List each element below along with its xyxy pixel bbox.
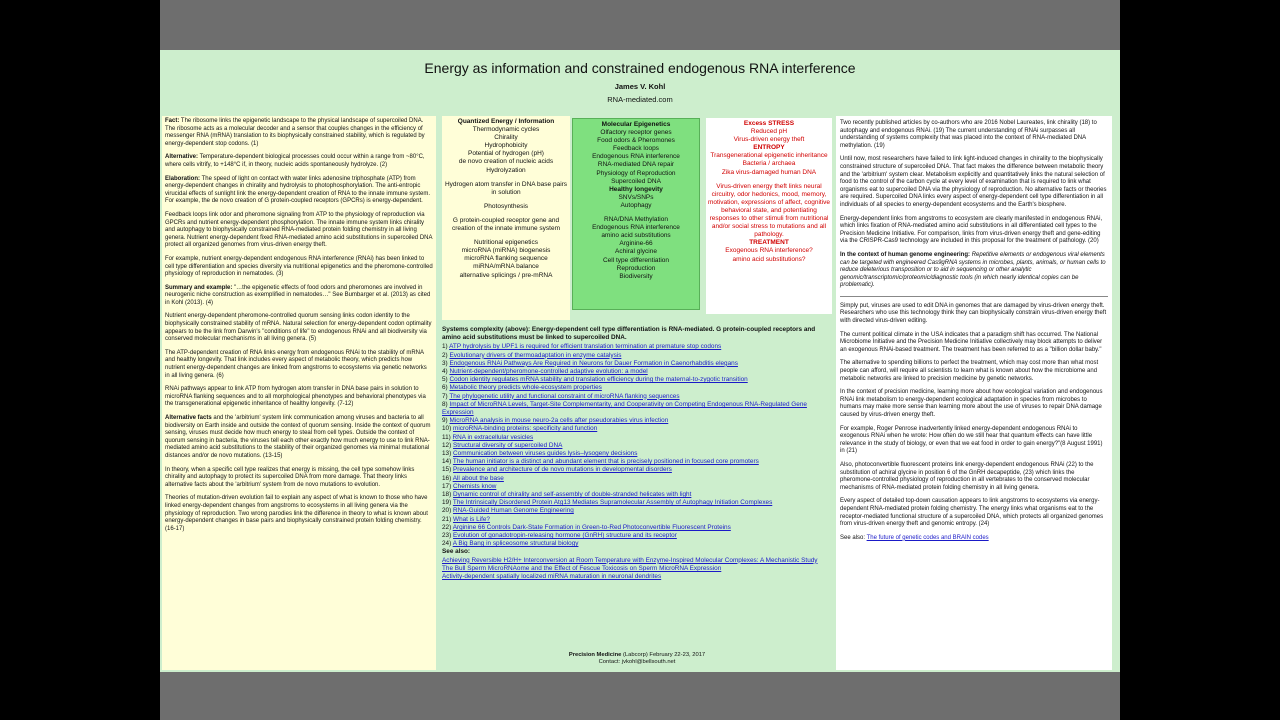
treatment-line: amino acid substitutions? [732, 255, 806, 263]
reference-item [442, 417, 832, 425]
quantized-line: microRNA flanking sequence [464, 255, 548, 263]
epigenetics-line: Olfactory receptor genes [600, 129, 672, 137]
right-paragraph: The alternative to spending billions to perfect the treatment, which may cost more than what most people can afford, will require all scientists to learn what is known about how the microbiome and metabolic networks are linked to precision medicine by genetic networks. [840, 360, 1099, 382]
reference-item [442, 540, 832, 548]
entropy-box-title: ENTROPY [753, 144, 785, 152]
reference-number: 14) [442, 458, 452, 466]
left-paragraph: Alternative facts and the 'arbitrium' system link communication among viruses and bacteria to all biodiversity on Earth inside and outside the context of quorum sensing. Inside the context of quorum sensing, viruses must decide how much energy to steal from cell types. Outside the context of quorum sensing in bacteria, the viruses tell each other exactly how much energy to use to link RNA-mediated amino acid substitutions to the stability of their organized genomes via minimal mutational distances and/or de novo mutations. (13-15) [165, 415, 431, 459]
epigenetics-box-title: Molecular Epigenetics [601, 121, 671, 128]
reference-number: 3) [442, 359, 448, 367]
right-paragraph: Simply put, viruses are used to edit DNA in genomes that are damaged by virus-driven energy theft. Researchers who use this technology think they can biophysically constrain virus-driven energy theft with directed virus-driven editing. [840, 302, 1107, 325]
reference-link[interactable]: Arginine 66 Controls Dark-State Formation in Green-to-Red Photoconvertible Fluorescent Proteins [452, 523, 731, 531]
right-see-also: See also: The future of genetic codes and BRAIN codes [840, 534, 989, 541]
reference-link[interactable]: Endogenous RNAi Pathways Are Required in Neurons for Dauer Formation in Caenorhabditis elegans [449, 359, 738, 367]
reference-item [442, 352, 832, 360]
reference-item [442, 466, 832, 474]
left-paragraph: Theories of mutation-driven evolution fail to explain any aspect of what is known to those who have linked energy-dependent changes from angstroms to ecosystems in all living genera via the physiology of reproduction. Two wrong parodies link the difference in theory to what is known about energy-dependent changes in base pairs and biophysically constrained protein folding chemistry. (16-17) [165, 495, 428, 532]
reference-item [442, 483, 832, 491]
reference-item [442, 532, 832, 540]
stress-line: Virus-driven energy theft [733, 136, 805, 144]
epigenetics-line: Food odors & Pheromones [597, 137, 675, 145]
reference-link[interactable]: The Intrinsically Disordered Protein Atg13 Mediates Supramolecular Assembly of Autophagy Initiation Complexes [452, 499, 773, 507]
treatment-line: Exogenous RNA interference? [725, 247, 813, 255]
reference-link[interactable]: Communication between viruses guides lysis–lysogeny decisions [453, 450, 638, 458]
reference-number: 4) [442, 368, 448, 376]
entropy-line: Zika virus-damaged human DNA [721, 168, 817, 176]
reference-link[interactable]: MicroRNA analysis in mouse neuro-2a cells after pseudorabies virus infection [449, 417, 669, 425]
right-context-paragraph: In the context of human genome engineering: Repetitive elements or endogenous viral elements can be targeted with engineered Cas9gRNA systems in microbes, plants, animals, or human cells to reduce deleterious transposition or to aid in sequencing or other analytic genomic/transcriptomic/proteomic/diagnostic tools (in which nearly identical copies can be problematic). [840, 251, 1106, 289]
slide-frame [160, 0, 1120, 720]
reference-number: 15) [442, 466, 452, 474]
stress-box-lines [708, 128, 830, 144]
reference-link[interactable]: Structural diversity of supercoiled DNA [453, 441, 563, 449]
stress-box-title: Excess STRESS [743, 120, 795, 127]
epigenetics-line: Arginine-66 [619, 240, 653, 248]
quantized-line: Hydrophobicity [484, 142, 528, 150]
reference-link[interactable]: RNA-Guided Human Genome Engineering [453, 507, 574, 515]
reference-item [442, 450, 832, 458]
right-paragraph: In the context of precision medicine, learning more about how ecological variation and endogenous RNAi link metabolism to energy-dependent ecological adaptation in species from microbes to humans may make more sense than learning more about the use of viruses to repair DNA damage caused by virus-driven energy theft. [840, 389, 1103, 418]
systems-complexity-section [442, 326, 832, 646]
reference-number: 21) [442, 515, 452, 523]
see-also-list [442, 557, 832, 582]
reference-number: 22) [442, 523, 452, 531]
reference-item [442, 434, 832, 442]
molecular-epigenetics-box [572, 118, 700, 310]
reference-number: 11) [442, 433, 451, 441]
epigenetics-line: Reproduction [616, 264, 656, 272]
stress-line: Reduced pH [750, 128, 788, 136]
quantized-line: de novo creation of nucleic acids [458, 158, 554, 166]
reference-link[interactable]: ATP hydrolysis by UPF1 is required for efficient translation termination at premature stop codons [449, 343, 722, 351]
reference-link[interactable]: Nutrient-dependent/pheromone-controlled adaptive evolution: a model [449, 368, 648, 376]
epigenetics-line: Physiology of Reproduction [596, 169, 676, 177]
see-also-link[interactable]: Activity-dependent spatially localized miRNA maturation in neuronal dendrites [442, 573, 662, 581]
reference-item [442, 475, 832, 483]
quantized-line: Nutritional epigenetics [474, 239, 538, 247]
reference-item [442, 368, 832, 376]
epigenetics-line: RNA/DNA Methylation [604, 216, 668, 224]
left-paragraph: The ATP-dependent creation of RNA links energy from endogenous RNAi to the stability of mRNA and healthy longevity. That link includes every aspect of metabolic theory, which predicts how nutrient energy-dependent changes are linked from angstroms to ecosystems via genetic networks in all living genera. (6) [165, 349, 427, 379]
reference-number: 20) [442, 507, 452, 515]
treatment-box-lines [708, 247, 830, 263]
footer-event: Precision Medicine (Labcorp) February 22-23, 2017 [568, 652, 706, 658]
quantized-line: Chirality [494, 134, 518, 142]
reference-item [442, 507, 832, 515]
right-paragraph: Energy-dependent links from angstroms to ecosystem are clearly manifested in endogenous RNAi, which links fixation of RNA-mediated amino acid substitutions in all differentiated cell types to the Precision Medicine Initiative. For comparison, links from virus-driven energy theft and gene-editing via the CRISPR-Cas9 technology are included in this proposal for the treatment of pathology. (20) [840, 215, 1103, 245]
footer-contact: Contact: jvkohl@bellsouth.net [598, 659, 676, 665]
epigenetics-line: Achiral glycine [615, 248, 657, 256]
reference-number: 12) [442, 441, 452, 449]
epigenetics-line: Endogenous RNA interference [592, 153, 680, 161]
poster-title: Energy as information and constrained endogenous RNA interference [424, 60, 856, 76]
epigenetics-box-lines [575, 129, 697, 186]
quantized-box-title: Quantized Energy / Information [457, 118, 555, 125]
quantized-line: Photosynthesis [483, 202, 529, 210]
reference-link[interactable]: Impact of MicroRNA Levels, Target-Site Complementarity, and Cooperativity on Competing Endogenous RNA-Regulated Gene Expression [442, 400, 807, 417]
poster-site: RNA-mediated.com [607, 95, 673, 104]
epigenetics-line: RNA-mediated DNA repair [597, 161, 675, 169]
reference-link[interactable]: The human initiator is a distinct and abundant element that is precisely positioned in focused core promoters [452, 458, 759, 466]
top-letterbox-bar [160, 0, 1120, 50]
entropy-line: Transgenerational epigenetic inheritance [710, 152, 828, 160]
reference-link[interactable]: Codon identity regulates mRNA stability and translation efficiency during the maternal-to-zygotic transition [449, 376, 748, 384]
reference-number: 23) [442, 532, 452, 540]
future-genetic-codes-link[interactable]: The future of genetic codes and BRAIN codes [866, 534, 989, 541]
left-paragraph: Alternative: Temperature-dependent biological processes could occur within a range from ~80°C, where cells vitrify, to +148°C if, in theory, nucleic acids spontaneously hydrolyze. (2) [165, 154, 425, 168]
reference-item [442, 524, 832, 532]
reference-link[interactable]: microRNA-binding proteins: specificity and function [453, 425, 598, 433]
reference-item [442, 393, 832, 401]
reference-link[interactable]: Metabolic theory predicts whole-ecosystem properties [449, 384, 602, 392]
treatment-box-title: TREATMENT [749, 239, 789, 247]
reference-list [442, 343, 832, 548]
epigenetics-line: Feedback loops [613, 145, 659, 153]
stress-entropy-box [706, 118, 832, 314]
reference-item [442, 360, 832, 368]
quantized-box-lines [444, 126, 568, 280]
epigenetics-line: Autophagy [620, 201, 652, 209]
left-paragraph: Summary and example: "…the epigenetic effects of food odors and pheromones are involved in neurogenic niche construction as exemplified in nematodes…" See Bumbarger et al. (2013) as cited in Kohl (2013). (4) [165, 284, 431, 306]
reference-item [442, 499, 832, 507]
reference-number: 6) [442, 384, 448, 392]
reference-item [442, 442, 832, 450]
quantized-energy-box [442, 116, 570, 320]
poster [160, 50, 1120, 672]
reference-link[interactable]: Chemists know [453, 482, 497, 490]
reference-number: 10) [442, 425, 452, 433]
quantized-line: Hydrolyzation [486, 166, 526, 174]
reference-number: 9) [442, 417, 448, 425]
reference-link[interactable]: The phylogenetic utility and functional constraint of microRNA flanking sequences [449, 392, 680, 400]
see-also-link[interactable]: The Bull Sperm MicroRNAome and the Effect of Fescue Toxicosis on Sperm MicroRNA Expression [442, 564, 722, 572]
reference-link[interactable]: What is Life? [453, 515, 490, 523]
reference-link[interactable]: RNA in extracellular vesicles [452, 433, 534, 441]
right-paragraphs-2 [840, 303, 1108, 529]
reference-item [442, 458, 832, 466]
right-paragraph: Until now, most researchers have failed to link light-induced changes in chirality to the biophysically constrained structure of supercoiled DNA. That fact makes the difference between metabolic theory and the 'arbitrium' system clear. Metabolism explicitly and quantitatively links the natural selection of food to the control of the carbon cycle at every level of examination that is required to link what organisms eat to supercoiled DNA via the physiology of reproduction. No alternative facts or theories are required. Supercoiled DNA links every aspect of energy-dependent cell type differentiation in all individuals of all species to energy-dependent ecosystems and the Earth's biosphere. [840, 156, 1107, 208]
reference-number: 7) [442, 392, 448, 400]
epigenetics-line: Biodiversity [619, 272, 653, 280]
quantized-line: G protein-coupled receptor gene and creation of the innate immune system [451, 216, 561, 233]
reference-link[interactable]: Evolutionary drivers of thermoadaptation in enzyme catalysis [449, 351, 622, 359]
poster-author: James V. Kohl [614, 82, 666, 91]
left-column [162, 116, 436, 670]
reference-link[interactable]: Dynamic control of chirality and self-assembly of double-stranded helicates with light [453, 491, 692, 499]
epigenetics-box-subtitle: Healthy longevity [609, 185, 663, 193]
bottom-letterbox-bar [160, 672, 1120, 720]
see-also-link[interactable]: Achieving Reversible H2/H+ Interconversion at Room Temperature with Enzyme-Inspired Molecular Complexes: A Mechanistic Study [442, 556, 818, 564]
right-paragraph: Two recently published articles by co-authors who are 2016 Nobel Laureates, link chirality (18) to autophagy and endogenous RNAi. (19) The current understanding of RNAi surpasses all understanding of systems complexity that was placed into the context of RNA-mediated DNA methylation. (19) [840, 120, 1097, 149]
quantized-line: Potential of hydrogen (pH) [468, 150, 544, 158]
left-paragraph: Fact: The ribosome links the epigenetic landscape to the physical landscape of supercoiled DNA. The ribosome acts as a molecular decoder and a sensor that couples changes in the efficiency of messenger RNA (mRNA) translation to its biophysically constrained stability, which is regulated by energy-dependent stop codons. (1) [165, 118, 425, 147]
epigenetics-line: SNVs/SNPs [618, 193, 654, 201]
right-paragraphs [840, 120, 1108, 246]
reference-link[interactable]: A Big Bang in spliceosome structural biology [452, 540, 579, 548]
reference-number: 19) [442, 499, 452, 507]
left-paragraph: For example, nutrient energy-dependent endogenous RNA interference (RNAi) has been linked to cell type differentiation and species diversity via nutritional epigenetics and the pheromone-controlled physiology of reproduction in nematodes. (3) [165, 255, 433, 278]
epigenetics-line: Cell type differentiation [602, 256, 669, 264]
poster-footer [442, 652, 832, 666]
right-paragraph: The current political climate in the USA indicates that a paradigm shift has occurred. The National Microbiome Initiative and the Precision Medicine Initiative collectively may block attempts to deliver an exogenous RNAi-based treatment. The treatment has been referred to as a "billion dollar baby." [840, 331, 1103, 353]
epigenetics-box-lines-2 [575, 194, 697, 281]
right-column [836, 116, 1112, 670]
reference-number: 2) [442, 351, 448, 359]
left-paragraph: Feedback loops link odor and pheromone signaling from ATP to the physiology of reproduction via GPCRs and nutrient energy-dependent phosphorylation. The innate immune system links chirality and autophagy to biophysically constrained RNA-mediated protein folding chemistry in all living genera. Nutrient energy-dependent fixed RNA-mediated amino acid substitutions in supercoiled DNA protect all organized genomes from virus-driven energy theft. [165, 211, 433, 249]
entropy-line: Bacteria / archaea [742, 160, 796, 168]
left-paragraph: RNAi pathways appear to link ATP from hydrogen atom transfer in DNA base pairs in solution to microRNA flanking sequences and to all morphological phenotypes and behavioral phenotypes via the transgenerational epigenetic inheritance of healthy longevity. (7-12) [165, 386, 426, 408]
quantized-line: alternative splicings / pre-mRNA [459, 271, 553, 279]
right-paragraph: Every aspect of detailed top-down causation appears to link angstroms to ecosystems via energy-dependent RNA-mediated protein folding chemistry. The energy links what organisms eat to the receptor-mediated functional structure of a supercoiled DNA, which protects all organized genomes from virus-driven energy theft and genomic entropy. (24) [840, 498, 1104, 528]
reference-number: 8) [442, 400, 448, 408]
systems-heading: Systems complexity (above): Energy-dependent cell type differentiation is RNA-mediated. G protein-coupled receptors and amino acid substitutions must be linked to supercoiled DNA. [442, 326, 816, 342]
right-paragraph: Also, photoconvertible fluorescent proteins link energy-dependent endogenous RNAi (22) to the substitution of achiral glycine in position 6 of the GnRH decapeptide, (23) which links the pheromone-controlled physiology of reproduction in all vertebrates to the conserved molecular mechanisms of RNA-mediated protein folding chemistry in all living genera. [840, 461, 1094, 491]
reference-number: 5) [442, 376, 448, 384]
reference-number: 17) [442, 482, 452, 490]
reference-item [442, 384, 832, 392]
reference-link[interactable]: Evolution of gonadotropin-releasing hormone (GnRH) structure and its receptor [453, 532, 677, 540]
left-paragraph: Nutrient energy-dependent pheromone-controlled quorum sensing links codon identity to the biophysically constrained stability of mRNA. Natural selection for energy-dependent codon optimality appears to be the link from Darwin's "conditions of life" to endogenous RNAi and all biodiversity via conserved molecular mechanisms in all living genera. (5) [165, 313, 432, 343]
quantized-line: miRNA/mRNA balance [473, 263, 539, 271]
reference-link[interactable]: Prevalence and architecture of de novo mutations in developmental disorders [453, 466, 672, 474]
epigenetics-line: amino acid substitutions [601, 232, 671, 240]
reference-item [442, 491, 832, 499]
reference-number: 18) [442, 491, 452, 499]
divider [840, 296, 1108, 297]
reference-item [442, 343, 832, 351]
reference-number: 16) [442, 474, 452, 482]
reference-item [442, 401, 832, 417]
epigenetics-line: Endogenous RNA interference [592, 224, 680, 232]
entropy-box-lines [708, 152, 830, 239]
left-paragraph: Elaboration: The speed of light on contact with water links adenosine triphosphate (ATP) from energy-dependent changes in chirality and hydrolysis to photophosphorylation. The anti-entropic virucidal effects of sunlight link the energy-dependent creation of RNA to the innate immune system. For example, the de novo creation of G protein-coupled receptors (GPCRs) is energy-dependent. [165, 175, 431, 205]
reference-item [442, 376, 832, 384]
entropy-line: Virus-driven energy theft links neural circuitry, odor hedonics, mood, memory, motivation, expressions of affect, cognitive behavioral state, and potentiating responses to other stimuli from nutritional and/or social stress to mutations and all pathology. [708, 182, 830, 239]
right-paragraph: For example, Roger Penrose inadvertently linked energy-dependent endogenous RNAi to exogenous RNAi when he wrote: How often do we still hear that quantum effects can have little relevance in the study of biology, or even that we eat food in order to gain energy?"(8 August 1991) in (21) [840, 425, 1103, 455]
reference-number: 13) [442, 450, 452, 458]
quantized-line: microRNA (miRNA) biogenesis [461, 247, 551, 255]
reference-item [442, 516, 832, 524]
reference-item [442, 425, 832, 433]
see-also-label: See also: [442, 548, 471, 556]
reference-link[interactable]: All about the base [452, 474, 504, 482]
reference-number: 1) [442, 343, 448, 351]
reference-number: 24) [442, 540, 452, 548]
quantized-line: Hydrogen atom transfer in DNA base pairs in solution [444, 180, 568, 196]
quantized-line: Thermodynamic cycles [472, 126, 540, 134]
left-paragraph: In theory, when a specific cell type realizes that energy is missing, the cell type somehow links chirality and autophagy to protect its supercoiled DNA from more damage. That theory links alternative facts about the 'arbitrium' system from de novo mutations to evolution. [165, 466, 415, 488]
epigenetics-line: Supercoiled DNA [611, 177, 661, 185]
